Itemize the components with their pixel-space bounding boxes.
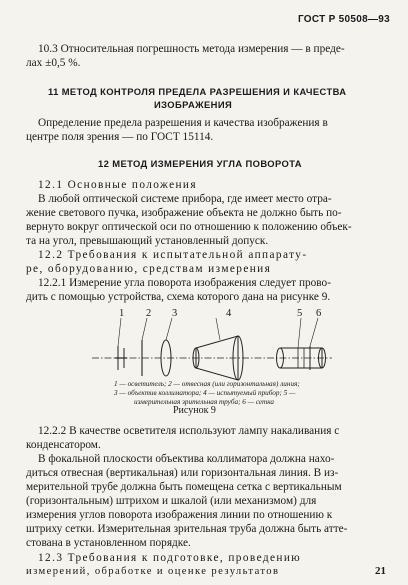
figure-label-4: 4	[226, 308, 232, 319]
s12-p2-line-7: стована в установленном порядке.	[26, 537, 191, 549]
s11-line-2: центре поля зрения — по ГОСТ 15114.	[26, 131, 214, 143]
s1221-line-1: 12.2.1 Измерение угла поворота изображения следует прово-	[38, 277, 331, 289]
s12-p2-line-2: диться отвесная (вертикальная) или горизонтальная линия. В из-	[26, 467, 339, 479]
figure-caption-line-2: 3 — объектив коллиматора; 4 — испытуемый прибор; 5 —	[114, 389, 296, 397]
s12-p2-line-3: мерительной трубе должна быть помещена сетка с вертикальным	[26, 481, 342, 493]
s123-heading-cont: измерений, обработке и оценке результатов	[26, 566, 280, 577]
s12-p2-line-5: измерения углов поворота изображения линии по отношению к	[26, 509, 333, 521]
s1222-line-2: конденсатором.	[26, 439, 101, 451]
standard-header: ГОСТ Р 50508—93	[297, 14, 390, 25]
s10-line-1: 10.3 Относительная погрешность метода измерения — в преде-	[38, 43, 345, 55]
page-number: 21	[375, 565, 386, 577]
figure-9-diagram	[0, 306, 408, 386]
s121-heading: 12.1 Основные положения	[38, 179, 197, 191]
figure-label-1: 1	[119, 308, 125, 319]
s12-p1-line-2: жение светового пучка, изображение объекта не должно быть по-	[26, 207, 342, 219]
figure-label-3: 3	[172, 308, 178, 319]
s122-heading: 12.2 Требования к испытательной аппарату-	[38, 249, 308, 261]
s11-line-1: Определение предела разрешения и качества изображения в	[38, 117, 328, 129]
figure-title: Рисунок 9	[173, 405, 216, 416]
s123-heading: 12.3 Требования к подготовке, проведению	[38, 552, 302, 564]
s122-heading-cont: ре, оборудованию, средствам измерения	[26, 263, 272, 275]
s11-heading-cont: ИЗОБРАЖЕНИЯ	[154, 99, 233, 110]
figure-caption-line-1: 1 — осветитель; 2 — отвесная (или горизонтальная) линия;	[114, 380, 300, 388]
s1222-line-1: 12.2.2 В качестве осветителя используют лампу накаливания с	[38, 425, 340, 437]
figure-label-5: 5	[297, 308, 303, 319]
s10-line-2: лах ±0,5 %.	[26, 57, 81, 69]
s12-p2-line-1: В фокальной плоскости объектива коллиматора должна нахо-	[38, 453, 335, 465]
s12-p1-line-4: та на угол, превышающий установленный допуск.	[26, 235, 269, 247]
figure-label-6: 6	[316, 308, 322, 319]
figure-caption-line-3: измерительная зрительная труба; 6 — сетка	[134, 398, 274, 406]
s12-p2-line-4: (горизонтальным) штрихом и шкалой (или механизмом) для	[26, 495, 317, 507]
s12-p2-line-6: штриху сетки. Измерительная зрительная труба должна быть атте-	[26, 523, 348, 535]
s11-heading: 11 МЕТОД КОНТРОЛЯ ПРЕДЕЛА РАЗРЕШЕНИЯ И КАЧЕСТВА	[48, 86, 347, 97]
s12-heading: 12 МЕТОД ИЗМЕРЕНИЯ УГЛА ПОВОРОТА	[98, 158, 302, 169]
illuminator-symbol	[115, 346, 127, 370]
s12-p1-line-3: вернуто вокруг оптической оси по отношению к положению объек-	[26, 221, 352, 233]
figure-label-2: 2	[146, 308, 152, 319]
s12-p1-line-1: В любой оптической системе прибора, где имеет место отра-	[38, 193, 332, 205]
s1221-line-2: дить с помощью устройства, схема которого дана на рисунке 9.	[26, 291, 331, 303]
